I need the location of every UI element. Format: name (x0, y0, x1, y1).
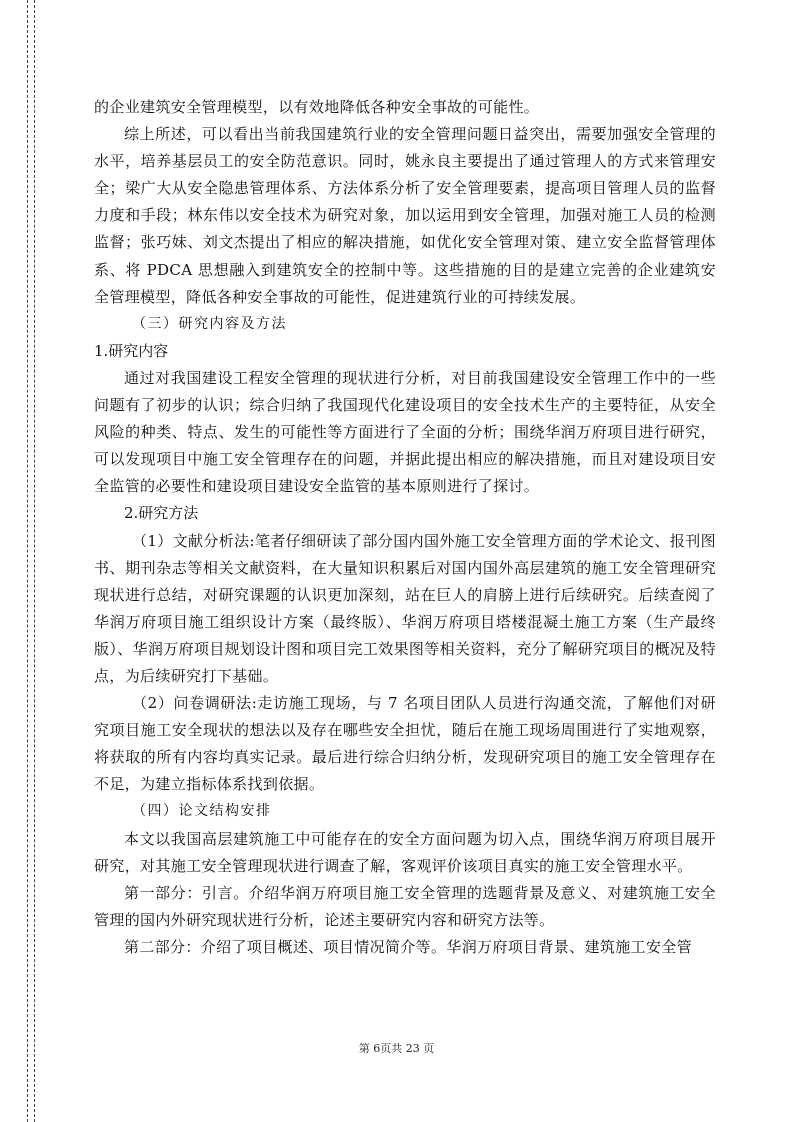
binding-line-outer (27, 0, 28, 1122)
paragraph-thesis-intro: 本文以我国高层建筑施工中可能存在的安全方面问题为切入点，围绕华润万府项目展开研究，对其施工安全管理现状进行调查了解，客观评价该项目真实的施工安全管理水平。 (94, 829, 716, 875)
section-heading-thesis-structure: （四）论文结构安排 (132, 803, 272, 820)
document-body (94, 94, 716, 961)
binding-line-inner (34, 0, 35, 1122)
paragraph-continuation: 的企业建筑安全管理模型，以有效地降低各种安全事故的可能性。 (94, 98, 540, 116)
paragraph-part-one: 第一部分：引言。介绍华润万府项目施工安全管理的选题背景及意义、对建筑施工安全管理的国内外研究现状进行分析，论述主要研究内容和研究方法等。 (94, 883, 716, 929)
subheading-research-methods: 2.研究方法 (124, 504, 199, 523)
section-heading-research-content-methods: （三）研究内容及方法 (132, 315, 287, 332)
paragraph-part-two: 第二部分：介绍了项目概述、项目情况简介等。华润万府项目背景、建筑施工安全管 (124, 937, 692, 956)
paragraph-summary: 综上所述，可以看出当前我国建筑行业的安全管理问题日益突出，需要加强安全管理的水平，培养基层员工的安全防范意识。同时，姚永良主要提出了通过管理人的方式来管理安全；梁广大从安全隐患管理体系、方法体系分析了安全管理要素，提高项目管理人员的监督力度和手段；林东伟以安全技术为研究对象，加以运用到安全管理，加强对施工人员的检测监督；张巧妹、刘文杰提出了相应的解决措施，如优化安全管理对策、建立安全监督管理体系、将 PDCA 思想融入到建筑安全的控制中等。这些措施的目的是建立完善的企业建筑安全管理模型，降低各种安全事故的可能性，促进建筑行业的可持续发展。 (94, 125, 716, 306)
subheading-research-content: 1.研究内容 (94, 341, 169, 360)
paragraph-questionnaire-survey: （2）问卷调研法:走访施工现场，与 7 名项目团队人员进行沟通交流，了解他们对研究项目施工安全现状的想法以及存在哪些安全担忧，随后在施工现场周围进行了实地观察，将获取的所有内容均真实记录。最后进行综合归纳分析，发现研究项目的施工安全管理存在不足，为建立指标体系找到依据。 (94, 694, 716, 794)
paragraph-literature-analysis: （1）文献分析法:笔者仔细研读了部分国内国外施工安全管理方面的学术论文、报刊图书、期刊杂志等相关文献资料，在大量知识积累后对国内国外高层建筑的施工安全管理研究现状进行总结，对研究课题的认识更加深刻，站在巨人的肩膀上进行后续研究。后续查阅了华润万府项目施工组织设计方案（最终版）、华润万府项目塔楼混凝土施工方案（生产最终版）、华润万府项目规划设计图和项目完工效果图等相关资料，充分了解研究项目的概况及特点，为后续研究打下基础。 (94, 531, 716, 685)
page-number-footer: 第 6页共 23 页 (358, 1042, 435, 1055)
paragraph-research-content: 通过对我国建设工程安全管理的现状进行分析，对目前我国建设安全管理工作中的一些问题有了初步的认识；综合归纳了我国现代化建设项目的安全技术生产的主要特征，从安全风险的种类、特点、发生的可能性等方面进行了全面的分析；围绕华润万府项目进行研究，可以发现项目中施工安全管理存在的问题，并据此提出相应的解决措施，而且对建设项目安全监管的必要性和建设项目建设安全监管的基本原则进行了探讨。 (94, 368, 716, 496)
